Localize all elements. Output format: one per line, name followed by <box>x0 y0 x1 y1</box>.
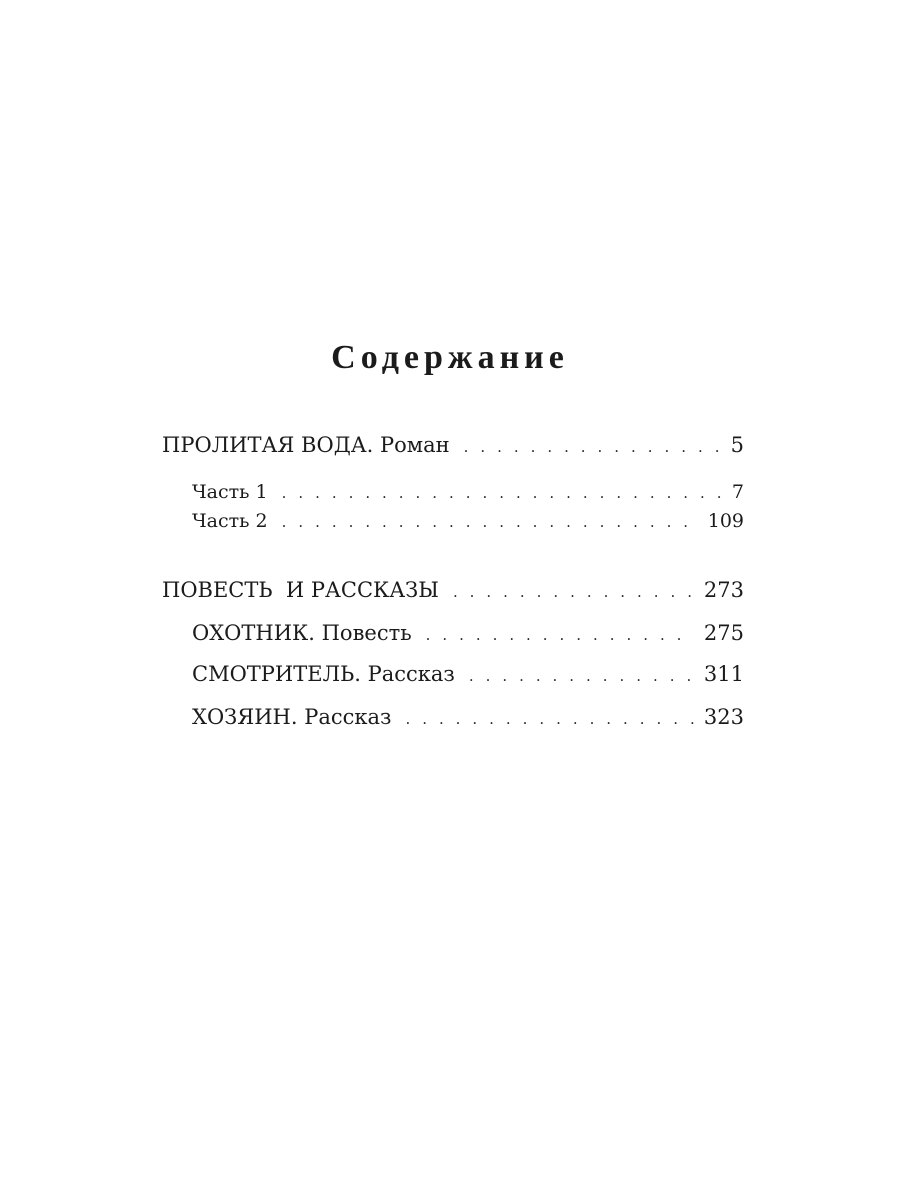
dot-leader <box>464 433 721 461</box>
toc-subentry[interactable] <box>192 478 744 507</box>
page-title: Содержание <box>331 339 569 376</box>
dot-leader <box>426 621 694 649</box>
toc-entry-page: 7 <box>731 481 744 503</box>
toc-entry[interactable] <box>162 576 744 606</box>
toc-entry-page: 323 <box>703 705 744 729</box>
toc-entry-title: СМОТРИТЕЛЬ. Рассказ <box>192 662 455 686</box>
dot-leader <box>453 578 694 606</box>
toc-entry-title: ХОЗЯИН. Рассказ <box>192 705 392 729</box>
toc-entry-page: 5 <box>730 433 744 457</box>
toc-entry-page: 273 <box>703 578 744 602</box>
toc-entry-title: ПРОЛИТАЯ ВОДА. Роман <box>162 433 450 457</box>
toc-entry[interactable] <box>162 431 744 461</box>
table-of-contents <box>162 0 744 1200</box>
toc-subentry[interactable] <box>192 507 744 536</box>
toc-entry-title: ОХОТНИК. Повесть <box>192 621 412 645</box>
toc-subentry[interactable] <box>192 660 744 690</box>
toc-entry-page: 275 <box>703 621 744 645</box>
dot-leader <box>282 508 698 536</box>
dot-leader <box>469 662 694 690</box>
toc-entry-page: 109 <box>707 510 744 532</box>
toc-entry-title: Часть 2 <box>192 510 268 532</box>
toc-entry-title: ПОВЕСТЬ И РАССКАЗЫ <box>162 578 439 602</box>
toc-entry-page: 311 <box>703 662 744 686</box>
dot-leader <box>405 705 693 733</box>
toc-entry-title: Часть 1 <box>192 481 268 503</box>
toc-subentry[interactable] <box>192 619 744 649</box>
toc-subentry[interactable] <box>192 703 744 733</box>
dot-leader <box>282 479 722 507</box>
